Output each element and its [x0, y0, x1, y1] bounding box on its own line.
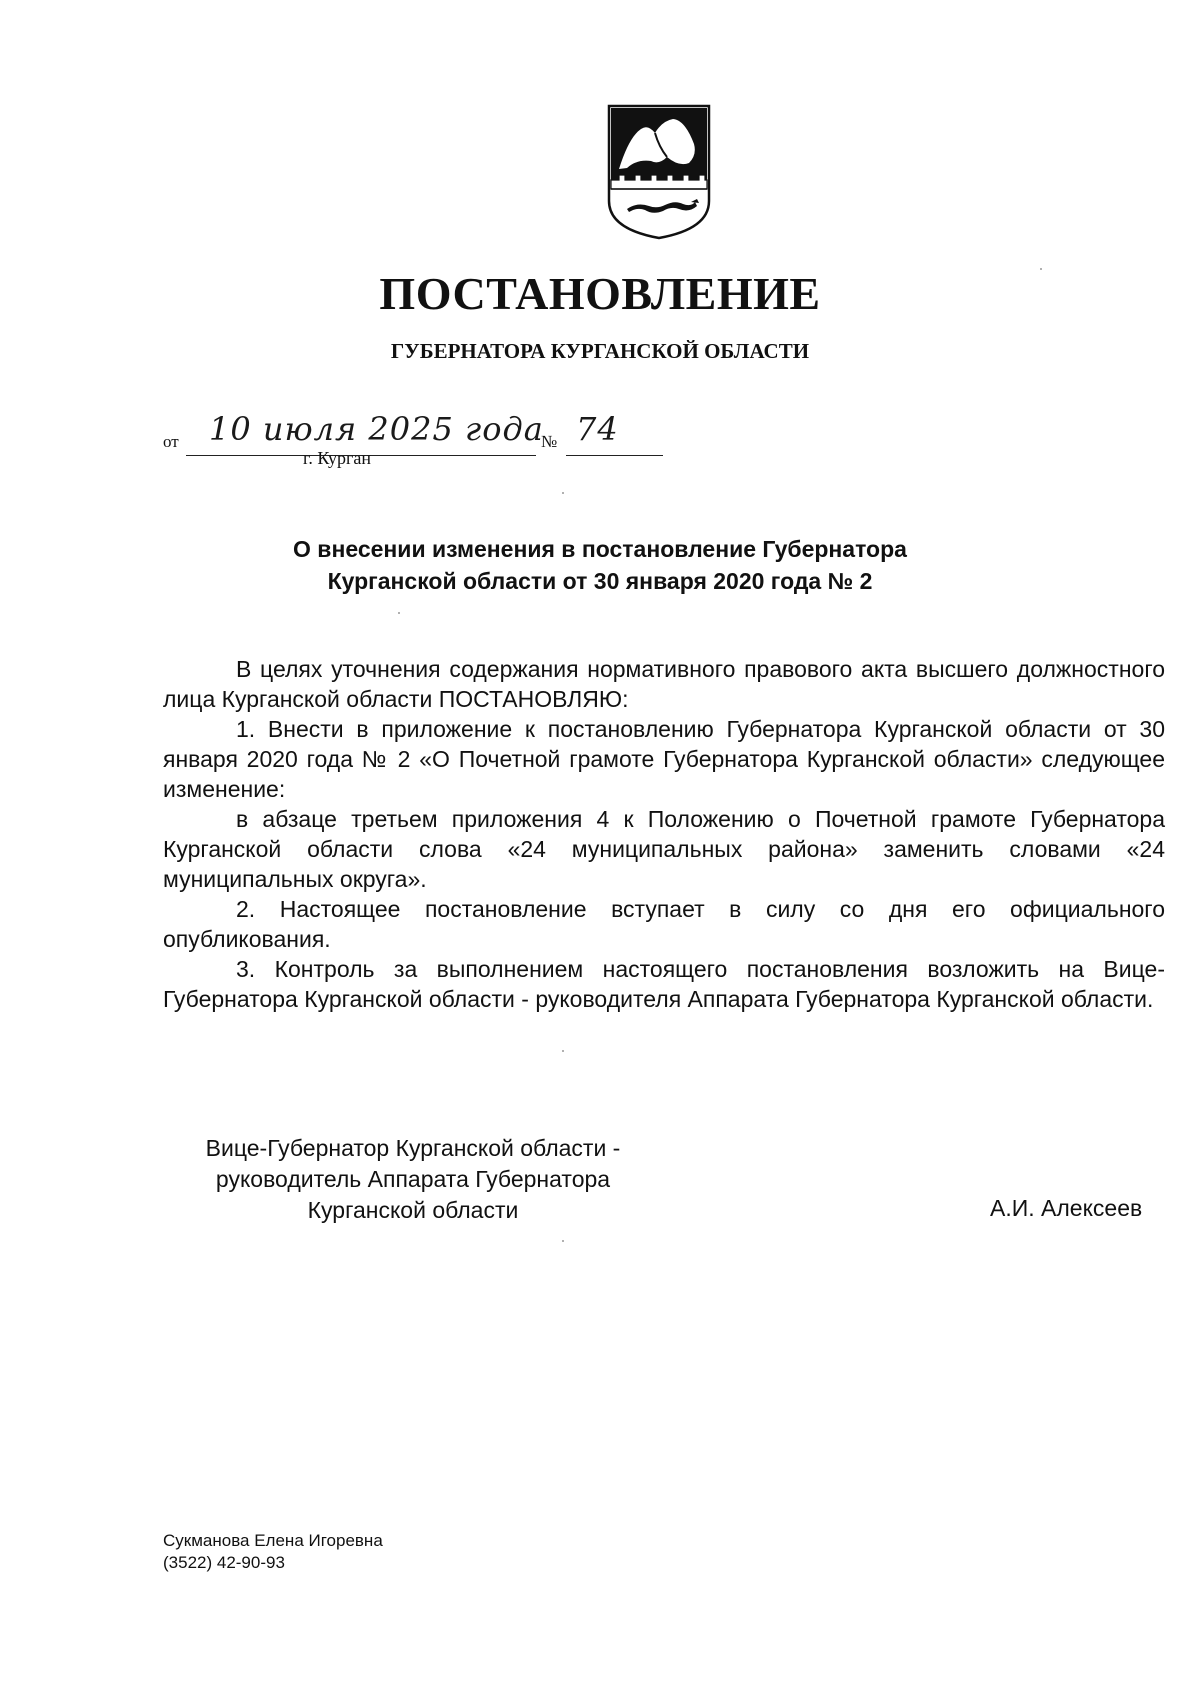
paragraph-item-1: 1. Внести в приложение к постановлению Губернатора Курганской области от 30 января 2020 года № 2 «О Почетной грамоте Губернатора Курганской области» следующее изменение:: [163, 716, 1165, 802]
scan-speck: [1040, 268, 1042, 270]
scan-speck: [398, 612, 400, 614]
signatory-position-line-2: руководитель Аппарата Губернатора: [215, 1166, 611, 1192]
paragraph-item-3: 3. Контроль за выполнением настоящего постановления возложить на Вице-Губернатора Курганской области - руководителя Аппарата Губернатора Курганской области.: [163, 956, 1165, 1012]
scan-speck: [562, 1050, 564, 1052]
act-heading-line-2: Курганской области от 30 января 2020 года № 2: [327, 568, 873, 594]
paragraph-change: в абзаце третьем приложения 4 к Положению о Почетной грамоте Губернатора Курганской области слова «24 муниципальных района» заменить словами «24 муниципальных округа».: [163, 806, 1165, 892]
executor-name: Сукманова Елена Игоревна: [163, 1531, 383, 1550]
act-heading-line-1: О внесении изменения в постановление Губернатора: [293, 536, 907, 562]
date-value: 10 июля 2025 года: [209, 410, 544, 448]
document-subtitle: ГУБЕРНАТОРА КУРГАНСКОЙ ОБЛАСТИ: [390, 339, 810, 363]
signatory-position-line-3: Курганской области: [307, 1197, 519, 1223]
scan-speck: [562, 1240, 564, 1242]
executor-phone: (3522) 42-90-93: [163, 1553, 285, 1572]
document-title: ПОСТАНОВЛЕНИЕ: [379, 268, 821, 319]
paragraph-item-2: 2. Настоящее постановление вступает в силу со дня его официального опубликования.: [163, 896, 1165, 952]
registration-row: [163, 410, 663, 458]
number-underline: [566, 455, 663, 456]
signatory-position-line-1: Вице-Губернатор Курганской области -: [205, 1135, 621, 1161]
signatory-position: [163, 1133, 663, 1226]
kurgan-coat-of-arms-icon: [605, 103, 713, 241]
signatory-name: А.И. Алексеев: [990, 1195, 1143, 1221]
number-prefix: №: [541, 432, 558, 451]
number-value: 74: [576, 410, 619, 448]
scan-speck: [562, 492, 564, 494]
date-prefix: от: [163, 432, 179, 451]
paragraph-preamble: В целях уточнения содержания нормативного правового акта высшего должностного лица Курганской области ПОСТАНОВЛЯЮ:: [163, 656, 1165, 712]
act-heading: [0, 533, 1200, 597]
executor-info: [163, 1530, 383, 1574]
city-label: г. Курган: [303, 448, 372, 468]
